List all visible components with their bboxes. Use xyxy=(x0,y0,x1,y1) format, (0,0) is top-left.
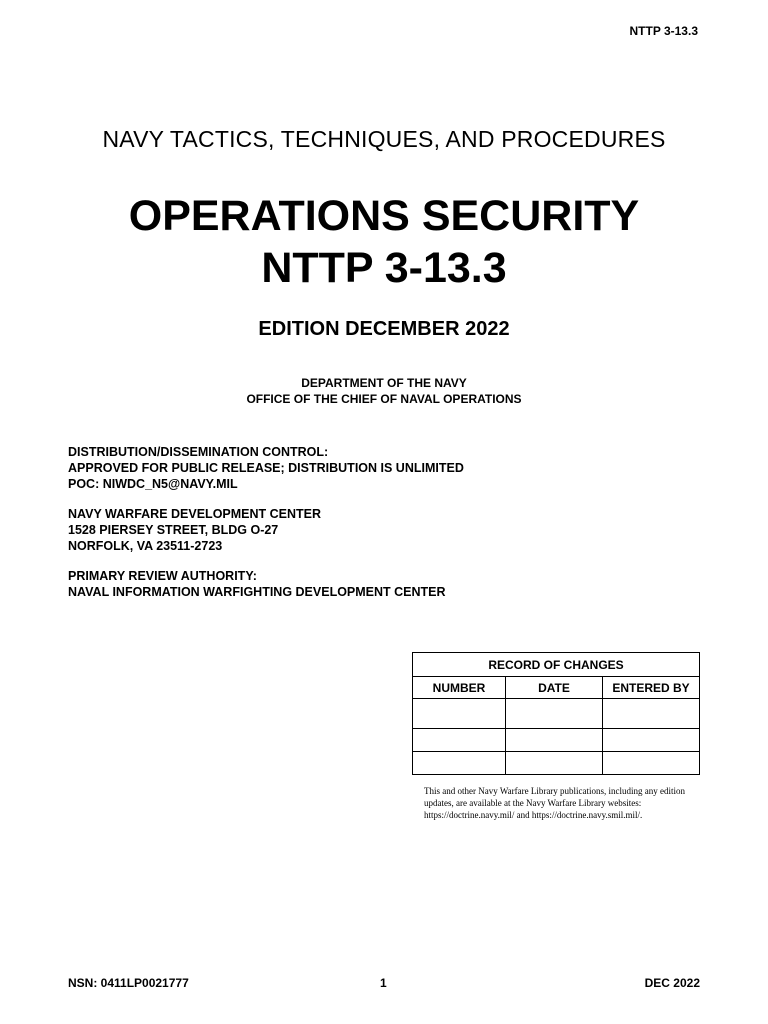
table-cell xyxy=(506,699,603,729)
poc-line: POC: NIWDC_N5@NAVY.MIL xyxy=(68,477,238,491)
review-authority-block xyxy=(68,568,446,600)
table-row xyxy=(413,752,700,775)
distribution-line-1: DISTRIBUTION/DISSEMINATION CONTROL: xyxy=(68,445,329,459)
nwdc-line-2: 1528 PIERSEY STREET, BLDG O-27 xyxy=(68,523,279,537)
header-doc-id: NTTP 3-13.3 xyxy=(629,24,698,38)
distribution-line-2: APPROVED FOR PUBLIC RELEASE; DISTRIBUTION IS UNLIMITED xyxy=(68,461,464,475)
table-cell xyxy=(506,729,603,752)
nwdc-line-1: NAVY WARFARE DEVELOPMENT CENTER xyxy=(68,507,322,521)
distribution-block xyxy=(68,444,464,492)
footer-nsn: NSN: 0411LP0021777 xyxy=(68,976,189,990)
organization-block xyxy=(0,375,768,407)
nwdc-address-block xyxy=(68,506,321,554)
edition-label: EDITION DECEMBER 2022 xyxy=(258,318,510,340)
org-line-1: DEPARTMENT OF THE NAVY xyxy=(301,376,467,390)
table-row xyxy=(413,699,700,729)
main-title-line-1: OPERATIONS SECURITY xyxy=(128,192,640,240)
series-title: NAVY TACTICS, TECHNIQUES, AND PROCEDURES xyxy=(102,126,666,152)
table-cell xyxy=(413,699,506,729)
org-line-2: OFFICE OF THE CHIEF OF NAVAL OPERATIONS xyxy=(246,392,522,406)
table-cell xyxy=(603,729,700,752)
column-header-date: DATE xyxy=(506,677,603,699)
record-of-changes-title: RECORD OF CHANGES xyxy=(413,653,700,677)
main-title-line-2: NTTP 3-13.3 xyxy=(261,244,507,292)
table-cell xyxy=(413,729,506,752)
table-cell xyxy=(506,752,603,775)
table-cell xyxy=(413,752,506,775)
footer-page-number: 1 xyxy=(380,976,387,990)
main-title xyxy=(0,190,768,294)
review-authority-line-1: PRIMARY REVIEW AUTHORITY: xyxy=(68,569,257,583)
column-header-entered-by: ENTERED BY xyxy=(603,677,700,699)
table-row xyxy=(413,729,700,752)
library-note: This and other Navy Warfare Library publications, including any edition updates, are available at the Navy Warfare Library websites: https://doctrine.navy.mil/ and https://doctrine.navy.smil.mil/. xyxy=(424,786,686,820)
table-cell xyxy=(603,752,700,775)
footer-date: DEC 2022 xyxy=(644,976,700,990)
review-authority-line-2: NAVAL INFORMATION WARFIGHTING DEVELOPMENT CENTER xyxy=(68,585,446,599)
nwdc-line-3: NORFOLK, VA 23511-2723 xyxy=(68,539,223,553)
column-header-number: NUMBER xyxy=(413,677,506,699)
record-of-changes-table xyxy=(412,652,700,775)
table-cell xyxy=(603,699,700,729)
